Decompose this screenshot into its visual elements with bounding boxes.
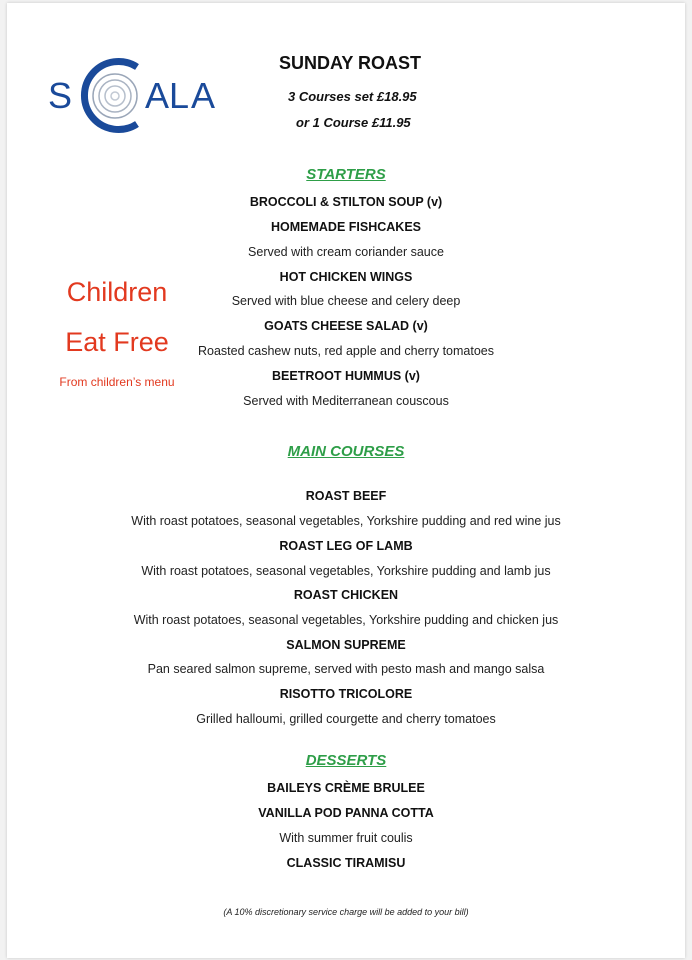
dish-name: CLASSIC TIRAMISU <box>286 856 406 870</box>
dish-name: BAILEYS CRÈME BRULEE <box>267 781 425 795</box>
dish-name: GOATS CHEESE SALAD (v) <box>264 319 428 333</box>
dish-name: HOT CHICKEN WINGS <box>279 270 413 284</box>
logo-letter-a1: A <box>145 75 171 116</box>
dish-description: With summer fruit coulis <box>279 831 413 845</box>
dish-description: Grilled halloumi, grilled courgette and cherry tomatoes <box>196 712 496 726</box>
logo-letter-s: S <box>48 75 74 116</box>
dish-name: ROAST BEEF <box>305 489 387 503</box>
dish-name: ROAST CHICKEN <box>293 588 399 602</box>
promo-children: Children <box>66 277 168 307</box>
price-one-course: or 1 Course £11.95 <box>296 115 411 130</box>
dish-description: With roast potatoes, seasonal vegetables, Yorkshire pudding and chicken jus <box>133 613 559 627</box>
promo-note: From children’s menu <box>59 375 175 389</box>
dish-description: With roast potatoes, seasonal vegetables, Yorkshire pudding and lamb jus <box>141 564 551 578</box>
dish-description: Served with cream coriander sauce <box>248 245 444 259</box>
dish-name: ROAST LEG OF LAMB <box>279 539 413 553</box>
dish-name: VANILLA POD PANNA COTTA <box>258 806 434 820</box>
promo-eat-free: Eat Free <box>65 327 169 357</box>
menu-title: SUNDAY ROAST <box>279 53 422 73</box>
dish-description: Roasted cashew nuts, red apple and cherry tomatoes <box>197 344 494 358</box>
dish-name: BEETROOT HUMMUS (v) <box>272 369 420 383</box>
dish-name: SALMON SUPREME <box>286 638 406 652</box>
dish-description: With roast potatoes, seasonal vegetables, Yorkshire pudding and red wine jus <box>131 514 561 528</box>
logo-swirl-c <box>75 53 155 138</box>
logo-letter-l: L <box>169 75 191 116</box>
dish-description: Served with blue cheese and celery deep <box>231 294 461 308</box>
mains-heading: MAIN COURSES <box>287 443 405 460</box>
service-charge-note: (A 10% discretionary service charge will be added to your bill) <box>223 907 469 917</box>
starters-heading: STARTERS <box>306 166 386 183</box>
dish-name: BROCCOLI & STILTON SOUP (v) <box>249 195 443 209</box>
dish-description: Pan seared salmon supreme, served with pesto mash and mango salsa <box>147 662 545 676</box>
scala-logo <box>45 53 235 138</box>
menu-page <box>7 3 685 958</box>
dish-name: HOMEMADE FISHCAKES <box>270 220 421 234</box>
logo-letter-a2: A <box>191 75 217 116</box>
desserts-heading: DESSERTS <box>305 752 387 769</box>
dish-name: RISOTTO TRICOLORE <box>279 687 413 701</box>
dish-description: Served with Mediterranean couscous <box>243 394 449 408</box>
price-three-courses: 3 Courses set £18.95 <box>288 89 417 104</box>
